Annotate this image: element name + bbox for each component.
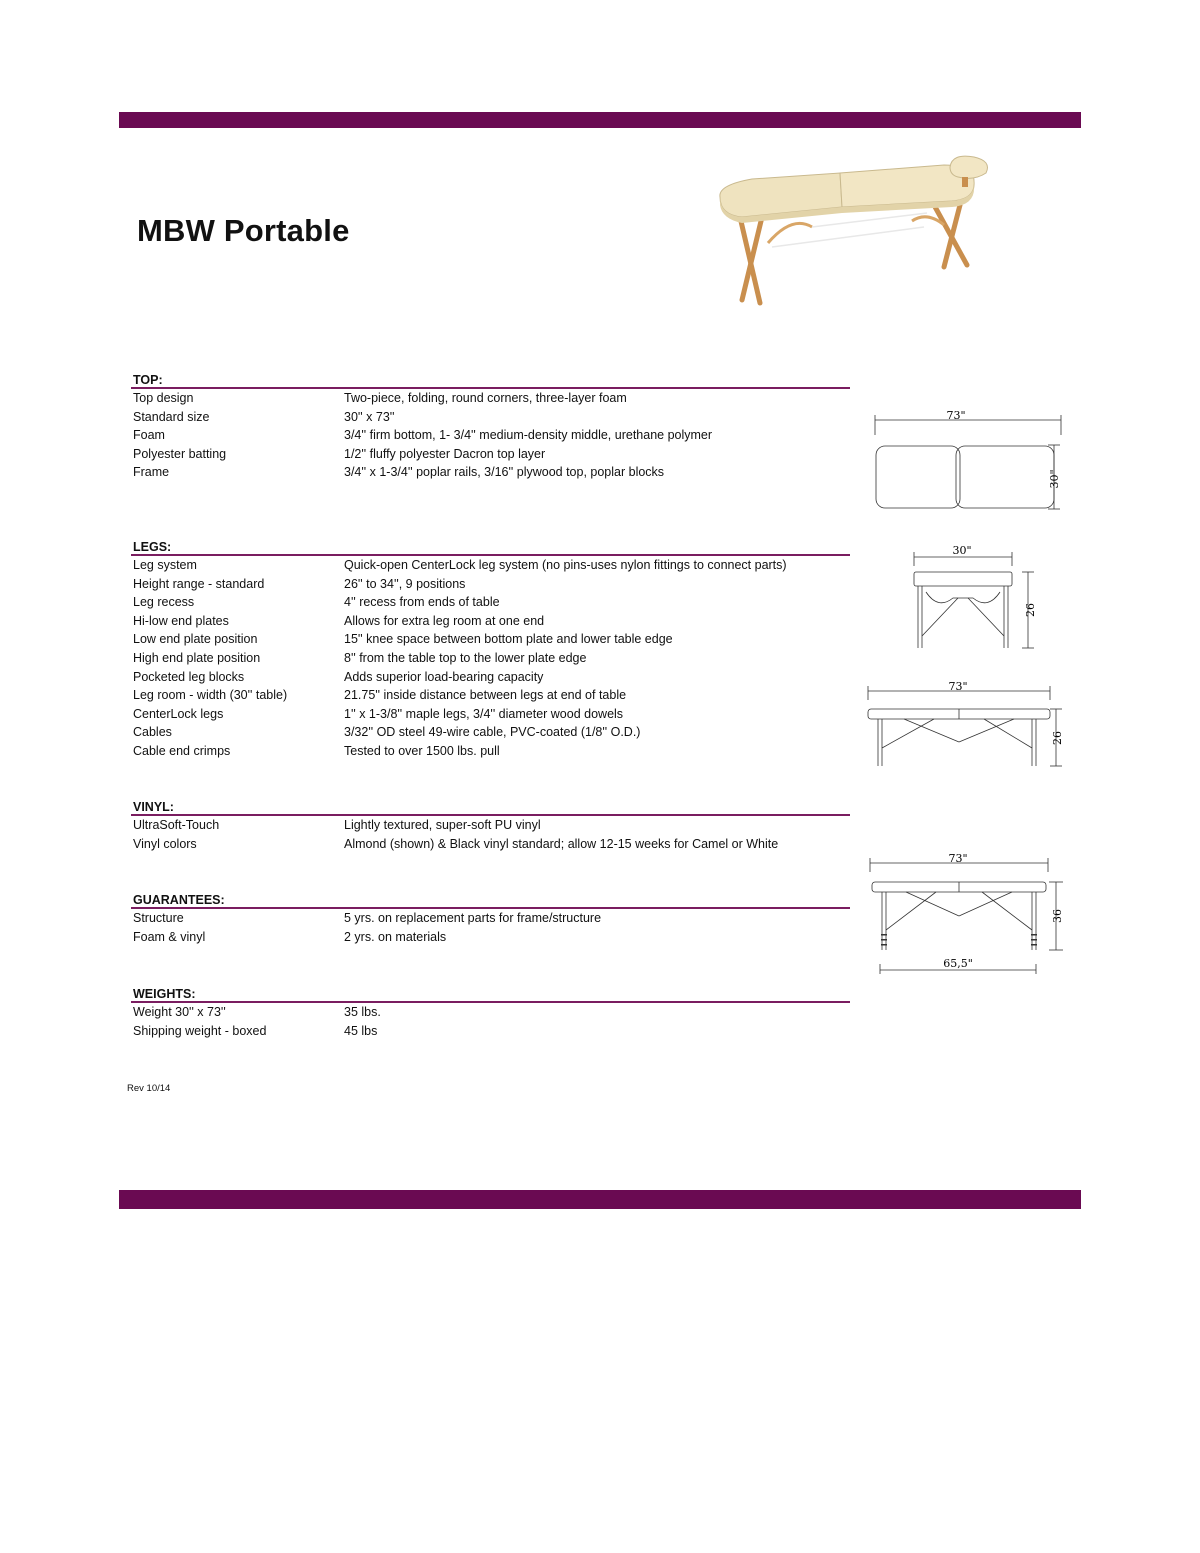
spec-value: 45 lbs [344, 1023, 378, 1038]
spec-row [133, 816, 853, 835]
spec-label: Polyester batting [133, 446, 227, 461]
side-view-tall-diagram [864, 850, 1069, 975]
spec-label: Weight 30'' x 73'' [133, 1005, 226, 1019]
spec-value: 30'' x 73'' [344, 409, 395, 424]
spec-row [133, 1003, 853, 1022]
spec-row [133, 686, 853, 705]
spec-label: Pocketed leg blocks [133, 669, 245, 684]
massage-table-photo [712, 155, 992, 315]
spec-value: 21.75'' inside distance between legs at end of table [344, 688, 627, 703]
spec-label: Hi-low end plates [133, 613, 229, 628]
section-top [133, 372, 853, 482]
spec-row [133, 408, 853, 427]
spec-row [133, 705, 853, 724]
spec-label: Frame [133, 465, 170, 480]
spec-label: Leg recess [133, 595, 195, 610]
header-band [119, 112, 1081, 128]
side-view-tall-width-label: 73" [948, 852, 968, 865]
page-title: MBW Portable [137, 213, 350, 248]
spec-row [133, 649, 853, 668]
section-legs [133, 539, 853, 761]
spec-label: Vinyl colors [133, 836, 197, 851]
spec-label: Height range - standard [133, 576, 265, 591]
section-heading: LEGS: [131, 539, 850, 556]
side-view-tall-height-label: 36 [1051, 909, 1064, 923]
spec-value: 5 yrs. on replacement parts for frame/structure [344, 911, 602, 925]
spec-value: Allows for extra leg room at one end [344, 613, 545, 628]
side-view-height-label: 26 [1051, 731, 1064, 745]
spec-row [133, 928, 853, 947]
spec-row [133, 445, 853, 464]
top-view-depth-label: 30" [1048, 469, 1061, 489]
section-heading: WEIGHTS: [131, 986, 850, 1003]
spec-label: Leg room - width (30'' table) [133, 688, 288, 703]
spec-value: 1/2'' fluffy polyester Dacron top layer [344, 446, 546, 461]
spec-value: Tested to over 1500 lbs. pull [344, 743, 500, 758]
top-view-diagram [868, 405, 1068, 515]
end-view-diagram [908, 540, 1038, 655]
spec-label: Leg system [133, 558, 197, 572]
section-heading: GUARANTEES: [131, 892, 850, 909]
spec-label: Top design [133, 391, 194, 405]
spec-value: Quick-open CenterLock leg system (no pins-uses nylon fittings to connect parts) [344, 558, 787, 572]
spec-value: 4'' recess from ends of table [344, 595, 500, 610]
spec-label: High end plate position [133, 650, 261, 665]
section-heading: TOP: [131, 372, 850, 389]
spec-row [133, 723, 853, 742]
end-view-width-label: 30" [952, 544, 972, 557]
spec-value: 3/4'' x 1-3/4'' poplar rails, 3/16'' plywood top, poplar blocks [344, 465, 665, 480]
side-view-tall-base-label: 65,5" [943, 957, 973, 970]
spec-value: 26'' to 34'', 9 positions [344, 576, 466, 591]
spec-row [133, 463, 853, 482]
spec-value: Two-piece, folding, round corners, three-layer foam [344, 391, 627, 405]
spec-row [133, 668, 853, 687]
spec-value: 8'' from the table top to the lower plate edge [344, 650, 587, 665]
spec-label: Structure [133, 911, 184, 925]
section-vinyl [133, 799, 853, 853]
top-view-width-label: 73" [946, 409, 966, 422]
footer-band [119, 1190, 1081, 1209]
spec-value: 2 yrs. on materials [344, 929, 447, 944]
spec-label: Cable end crimps [133, 743, 231, 758]
section-guarantees [133, 892, 853, 946]
spec-row [133, 835, 853, 854]
spec-row [133, 742, 853, 761]
spec-label: Shipping weight - boxed [133, 1023, 267, 1038]
spec-value: 3/4'' firm bottom, 1- 3/4'' medium-density middle, urethane polymer [344, 428, 713, 443]
spec-value: Almond (shown) & Black vinyl standard; allow 12-15 weeks for Camel or White [344, 836, 779, 851]
spec-row [133, 426, 853, 445]
section-weights [133, 986, 853, 1040]
spec-row [133, 575, 853, 594]
spec-row [133, 1022, 853, 1041]
spec-label: CenterLock legs [133, 706, 224, 721]
revision-note: Rev 10/14 [127, 1083, 171, 1094]
spec-value: 35 lbs. [344, 1005, 381, 1019]
spec-row [133, 612, 853, 631]
end-view-height-label: 26 [1024, 603, 1037, 617]
spec-row [133, 909, 853, 928]
spec-value: 15'' knee space between bottom plate and lower table edge [344, 632, 673, 647]
spec-label: Foam & vinyl [133, 929, 206, 944]
spec-row [133, 556, 853, 575]
spec-row [133, 389, 853, 408]
spec-label: Low end plate position [133, 632, 258, 647]
spec-label: Foam [133, 428, 165, 443]
spec-value: 1'' x 1-3/8'' maple legs, 3/4'' diameter wood dowels [344, 706, 624, 721]
spec-label: Cables [133, 725, 172, 740]
spec-value: Adds superior load-bearing capacity [344, 669, 544, 684]
side-view-diagram [864, 680, 1069, 775]
spec-value: 3/32'' OD steel 49-wire cable, PVC-coated (1/8'' O.D.) [344, 725, 641, 740]
spec-label: UltraSoft-Touch [133, 818, 220, 832]
section-heading: VINYL: [131, 799, 850, 816]
spec-row [133, 593, 853, 612]
spec-label: Standard size [133, 409, 210, 424]
spec-row [133, 630, 853, 649]
spec-value: Lightly textured, super-soft PU vinyl [344, 818, 541, 832]
side-view-width-label: 73" [948, 680, 968, 693]
